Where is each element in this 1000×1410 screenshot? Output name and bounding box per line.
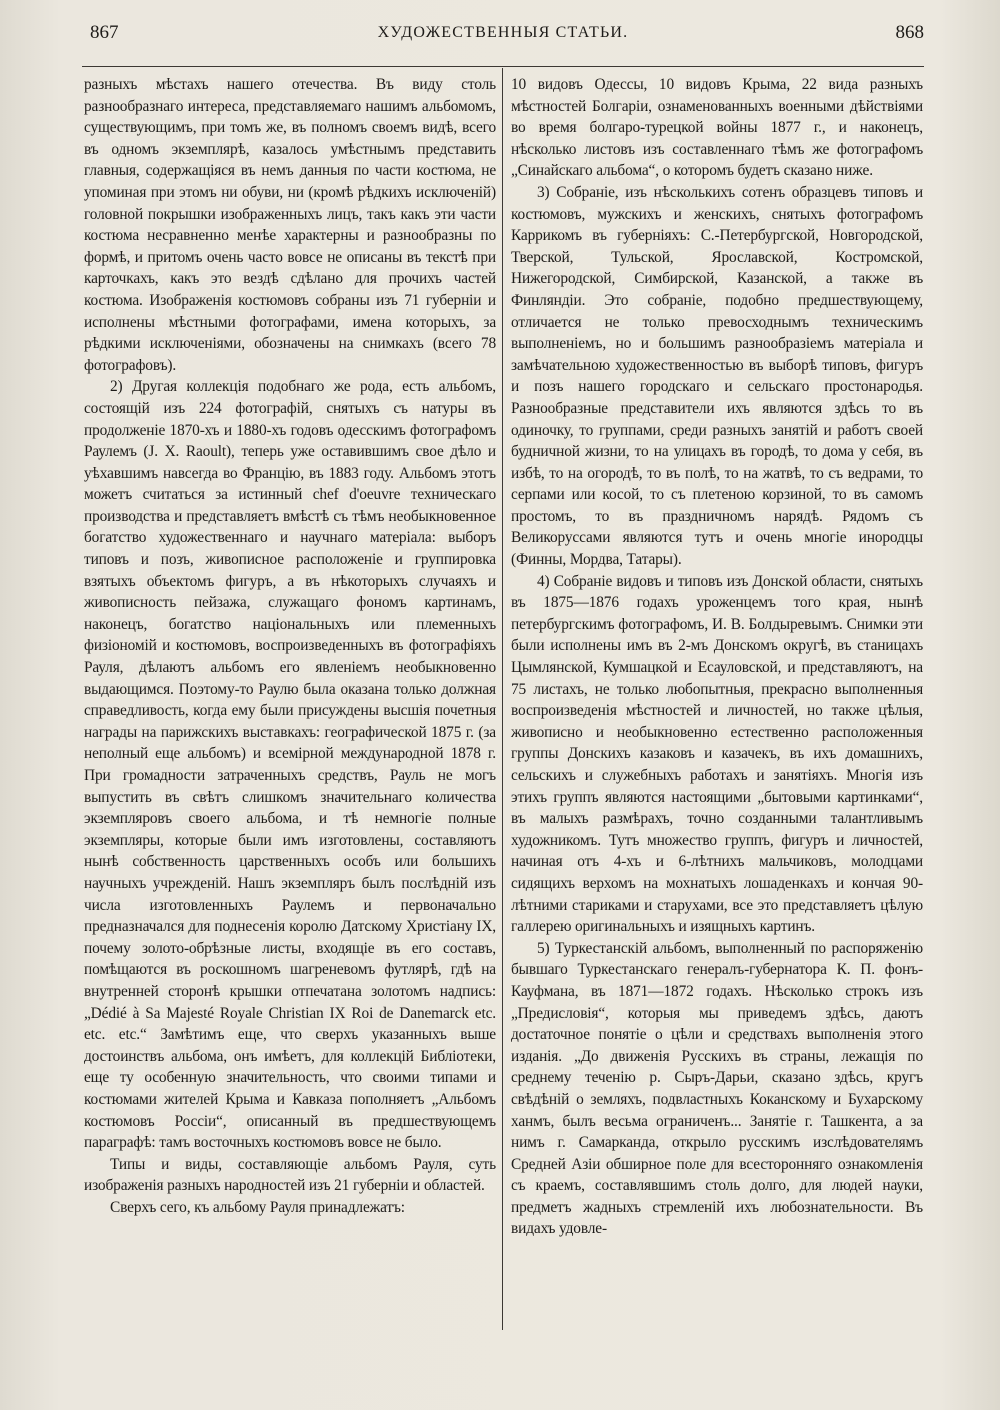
right-column (511, 74, 923, 1240)
paragraph: разныхъ мѣстахъ нашего отечества. Въ виду столь разнообразнаго интереса, представляемаго нашимъ альбомомъ, существующимъ, при томъ же, въ полномъ своемъ видѣ, всего въ одномъ экземплярѣ, казалось умѣстнымъ представить главныя, содержащіяся въ немъ данныя по части костюма, не упоминая при этомъ ни обуви, ни (кромѣ рѣдкихъ исключеній) головной покрышки изображенныхъ лицъ, такъ какъ эти части костюма несравненно менѣе характерны и разнообразны по формѣ, и притомъ очень часто вовсе не описаны въ текстѣ при карточкахъ, какъ это вездѣ сдѣлано для прочихъ частей костюма. Изображенія костюмовъ собраны изъ 71 губерніи и исполнены мѣстными фотографами, имена которыхъ, за рѣдкими исключеніями, обозначены на снимкахъ (всего 78 фотографовъ). (84, 76, 496, 374)
paragraph: 10 видовъ Одессы, 10 видовъ Крыма, 22 вида разныхъ мѣстностей Болгаріи, ознаменованныхъ военными дѣйствіями во время болгаро-турецкой войны 1877 г., и наконецъ, нѣсколько листовъ изъ составленнаго тѣмъ же фотографомъ „Синайскаго альбома“, о которомъ будетъ сказано ниже. (511, 76, 923, 180)
paragraph: 4) Собраніе видовъ и типовъ изъ Донской области, снятыхъ въ 1875—1876 годахъ уроженцемъ того края, нынѣ петербургскимъ фотографомъ, И. В. Болдыревымъ. Снимки эти были исполнены имъ въ 2-мъ Донскомъ округѣ, въ станицахъ Цымлянской, Кумшацкой и Есауловской, и представляютъ, на 75 листахъ, не только любопытныя, прекрасно выполненныя воспроизведенія мѣстностей и личностей, но также цѣлыя, живописно и необыкновенно естественно расположенныя группы Донскихъ казаковъ и казачекъ, въ ихъ домашнихъ, сельскихъ и служебныхъ работахъ и занятіяхъ. Многія изъ этихъ группъ являются настоящими „бытовыми картинками“, въ малыхъ размѣрахъ, точно созданными талантливымъ художникомъ. Тутъ множество группъ, фигуръ и личностей, начиная отъ 4-хъ и 6-лѣтнихъ мальчиковъ, молодцами сидящихъ верхомъ на мохнатыхъ лошаденкахъ и кончая 90-лѣтними стариками и старухами, все это представляетъ цѣлую галлерею оригинальныхъ и изящныхъ картинъ. (511, 572, 923, 936)
page-number-left: 867 (90, 22, 119, 43)
paragraph: 2) Другая коллекція подобнаго же рода, есть альбомъ, состоящій изъ 224 фотографій, снятыхъ съ натуры въ продолженіе 1870-хъ и 1880-хъ годовъ одесскимъ фотографомъ Раулемъ (J. X. Raoult), теперь уже оставившимъ свое дѣло и уѣхавшимъ навсегда во Францію, въ 1883 году. Альбомъ этотъ можетъ считаться за истинный chef d'oeuvre техническаго производства и представляетъ вмѣстѣ съ тѣмъ необыкновенное богатство художественнаго и научнаго матеріала: выборъ типовъ и позъ, живописное расположеніе и группировка взятыхъ объектомъ фигуръ, а въ нѣкоторыхъ случаяхъ и живописность пейзажа, служащаго фономъ картинамъ, наконецъ, богатство національныхъ или племенныхъ физіономій и костюмовъ, воспроизведенныхъ въ фотографіяхъ Рауля, дѣлаютъ альбомъ его явленіемъ необыкновенно выдающимся. Поэтому-то Раулю была оказана только должная справедливость, когда ему были присуждены высшія почетныя награды на парижскихъ выставкахъ: географической 1875 г. (за неполный еще альбомъ) и всемірной международной 1878 г. При громадности затраченныхъ средствъ, Рауль не могъ выпустить въ свѣтъ слишкомъ значительнаго количества экземпляровъ своего альбома, и тѣ немногіе полные экземпляры, которые были имъ изготовлены, составляютъ нынѣ собственность царственныхъ особъ или большихъ научныхъ учрежденій. Нашъ экземпляръ былъ послѣдній изъ числа изготовленныхъ Раулемъ и первоначально предназначался для поднесенія королю Датскому Христіану IX, почему золото-обрѣзные листы, входящіе въ его составъ, помѣщаются въ роскошномъ шагреневомъ футлярѣ, гдѣ на внутренней сторонѣ крышки отпечатана золотомъ надпись: „Dédié à Sa Majesté Royale Christian IX Roi de Danemarck etc. etc. etc.“ Замѣтимъ еще, что сверхъ указанныхъ выше достоинствъ альбома, онъ имѣетъ, для коллекцій Библіотеки, еще ту особенную значительность, что своими типами и костюмами жителей Крыма и Кавказа пополняетъ „Альбомъ костюмовъ Россіи“, описанный въ предшествующемъ параграфѣ: тамъ восточныхъ костюмовъ вовсе не было. (84, 378, 496, 1152)
paragraph: Сверхъ сего, къ альбому Рауля принадлежатъ: (110, 1198, 405, 1216)
left-column (84, 74, 496, 1218)
page-number-right: 868 (895, 22, 924, 43)
running-title: ХУДОЖЕСТВЕННЫЯ СТАТЬИ. (377, 24, 629, 41)
paragraph: 5) Туркестанскій альбомъ, выполненный по распоряженію бывшаго Туркестанскаго генералъ-губернатора К. П. фонъ-Кауфмана, въ 1871—1872 годахъ. Нѣсколько строкъ изъ „Предисловія“, которыя мы приведемъ здѣсь, даютъ достаточное понятіе о цѣли и средствахъ выполненія этого изданія. „До движенія Русскихъ въ страны, лежащія по среднему теченію р. Сыръ-Дарьи, сказано здѣсь, кругъ свѣдѣній о земляхъ, подвластныхъ Коканскому и Бухарскому ханмъ, былъ весьма ограниченъ... Занятіе г. Ташкента, а за нимъ г. Самарканда, открыло русскимъ изслѣдователямъ Средней Азіи обширное поле для всесторонняго ознакомленія съ краемъ, составлявшимъ столь долго, для людей науки, предметъ жадныхъ стремленій ихъ любознательности. Въ видахъ удовле- (511, 939, 923, 1238)
paragraph: 3) Собраніе, изъ нѣсколькихъ сотенъ образцевъ типовъ и костюмовъ, мужскихъ и женскихъ, снятыхъ фотографомъ Каррикомъ въ губерніяхъ: С.-Петербургской, Новгородской, Тверской, Тульской, Ярославской, Костромской, Нижегородской, Симбирской, Казанской, а также въ Финляндіи. Это собраніе, подобно предшествующему, отличается не только превосходнымъ техническимъ выполненіемъ, но и большимъ разнообразіемъ матеріала и замѣчательною художественностью въ выборѣ типовъ, фигуръ и позъ нашего городскаго и сельскаго простонародья. Разнообразные представители ихъ являются здѣсь то въ одиночку, то группами, среди разныхъ занятій и работъ своей будничной жизни, то на улицахъ въ городѣ, то дома у себя, въ избѣ, то на огородѣ, то въ полѣ, то на жатвѣ, то съ ведрами, то серпами или косой, то съ плетеною корзиной, то въ самомъ простомъ, то въ праздничномъ нарядѣ. Рядомъ съ Великоруссами являются тутъ и очень многіе инородцы (Финны, Мордва, Татары). (511, 183, 923, 569)
column-divider (502, 68, 503, 1330)
running-header (82, 22, 924, 48)
header-rule (82, 66, 924, 67)
paragraph: Типы и виды, составляющіе альбомъ Рауля, суть изображенія разныхъ народностей изъ 21 губерніи и областей. (84, 1155, 496, 1195)
